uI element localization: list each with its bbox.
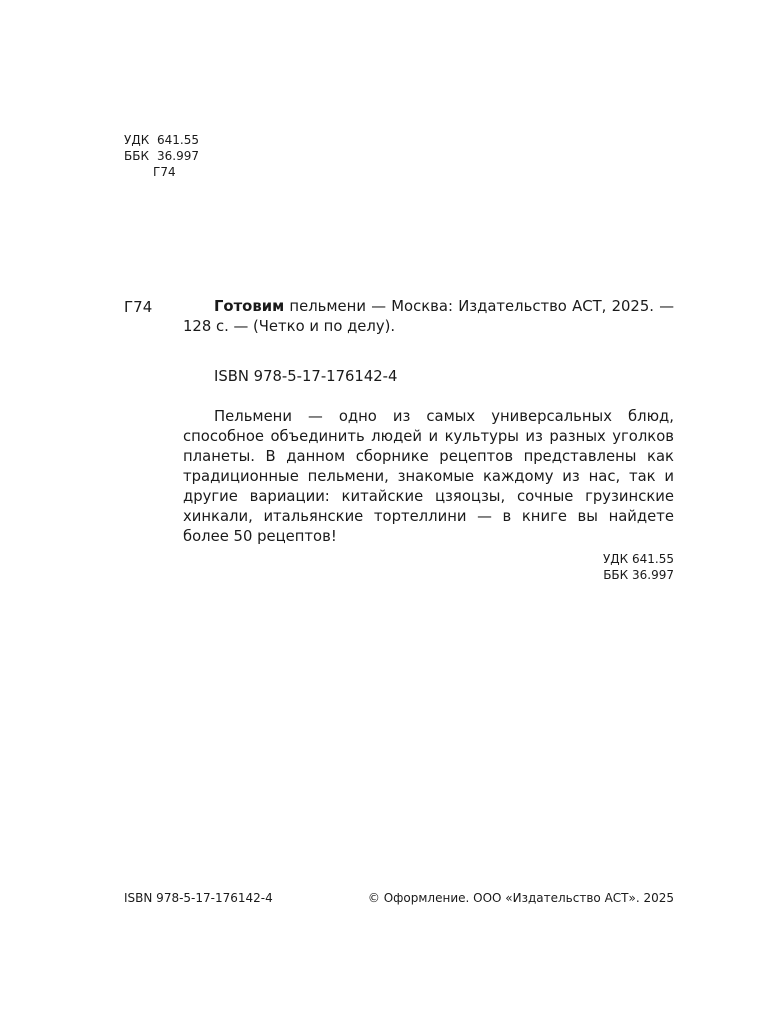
bbk-row bbox=[124, 148, 199, 164]
author-sign: Г74 bbox=[153, 165, 176, 179]
title-entry bbox=[183, 297, 674, 337]
udk-code: УДК 641.55 bbox=[602, 552, 674, 566]
classification-codes bbox=[183, 551, 674, 583]
udk-row bbox=[124, 132, 199, 148]
isbn-line: ISBN 978-5-17-176142-4 bbox=[214, 368, 398, 385]
book-title: Готовим bbox=[214, 298, 285, 315]
title-details: пельмени — Москва: Издательство АСТ, 2025. — 128 с. — (Четко и по делу). bbox=[183, 298, 674, 335]
classification-block bbox=[124, 132, 199, 180]
annotation: Пельмени — одно из самых универсальных блюд, способное объединить людей и культуры из разных уголков планеты. В данном сборнике рецептов представлены как традиционные пельмени, знакомые каждому из нас, так и другие вариации: китайские цзяоцзы, сочные грузинские хинкали, итальянские тортеллини — в книге вы найдете более 50 рецептов! bbox=[183, 408, 674, 545]
footer-isbn: ISBN 978-5-17-176142-4 bbox=[124, 891, 273, 905]
bbk-value: 36.997 bbox=[157, 149, 199, 163]
udk-label: УДК bbox=[124, 133, 150, 147]
footer-copyright: © Оформление. ООО «Издательство АСТ». 2025 bbox=[367, 891, 674, 905]
author-mark: Г74 bbox=[124, 298, 153, 316]
udk-value: 641.55 bbox=[157, 133, 199, 147]
bbk-label: ББК bbox=[124, 149, 149, 163]
bibliographic-record bbox=[183, 297, 674, 583]
bbk-code: ББК 36.997 bbox=[603, 568, 674, 582]
